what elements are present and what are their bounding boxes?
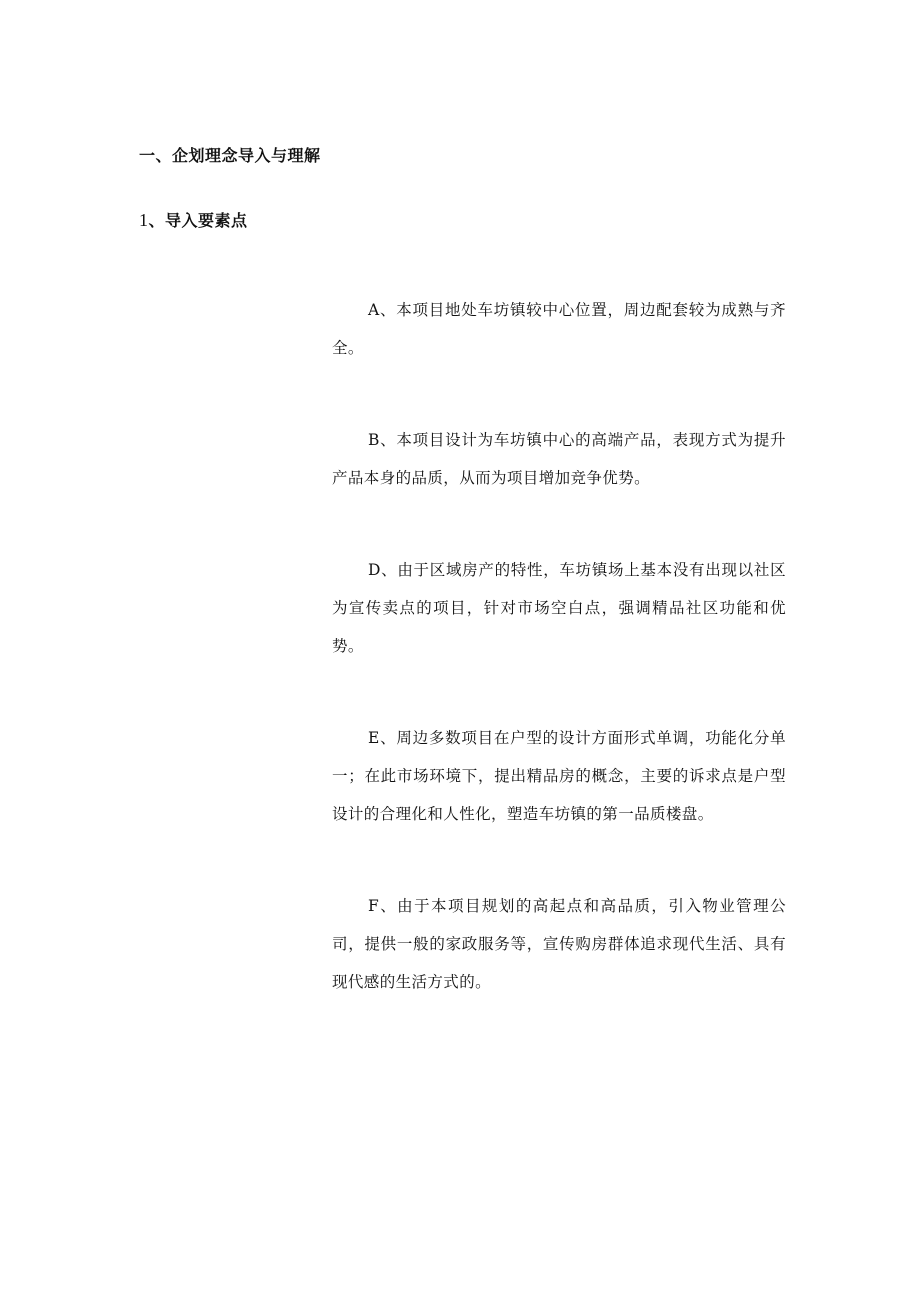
section-heading: 一、企划理念导入与理解: [139, 146, 321, 165]
subsection-heading: [139, 210, 248, 231]
subsection-number: 1: [139, 210, 149, 230]
paragraph-d: D、由于区域房产的特性，车坊镇场上基本没有出现以社区为宣传卖点的项目，针对市场空白点，强调精品社区功能和优势。: [332, 561, 786, 655]
paragraph-f: F、由于本项目规划的高起点和高品质，引入物业管理公司，提供一般的家政服务等，宣传购房群体追求现代生活、具有现代感的生活方式的。: [332, 897, 786, 991]
paragraph-b: B、本项目设计为车坊镇中心的高端产品，表现方式为提升产品本身的品质，从而为项目增加竞争优势。: [332, 431, 786, 487]
paragraph-e: E、周边多数项目在户型的设计方面形式单调，功能化分单一；在此市场环境下，提出精品房的概念，主要的诉求点是户型设计的合理化和人性化，塑造车坊镇的第一品质楼盘。: [332, 729, 786, 823]
body-text: [332, 291, 786, 1055]
paragraph-a: A、本项目地处车坊镇较中心位置，周边配套较为成熟与齐全。: [332, 301, 786, 357]
subsection-title: 、导入要素点: [148, 211, 248, 230]
